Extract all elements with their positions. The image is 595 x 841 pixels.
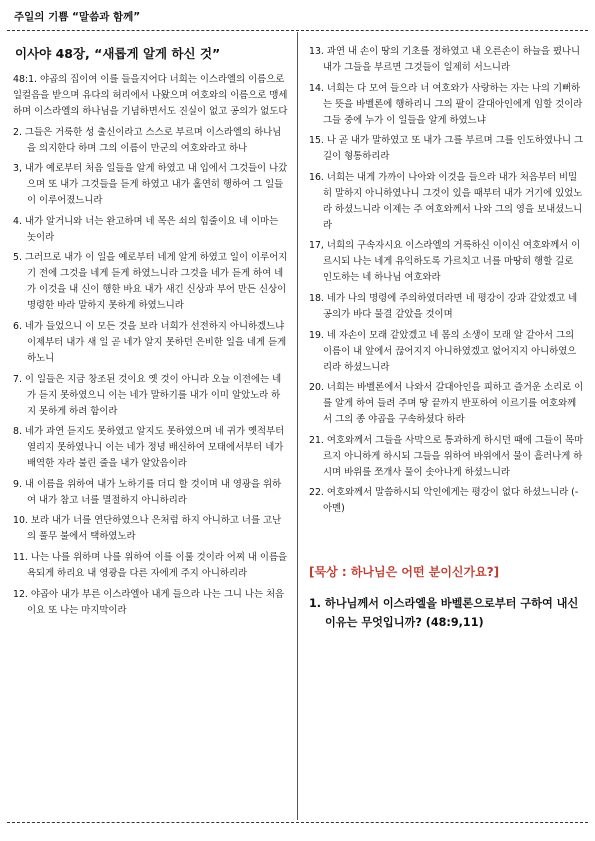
left-column <box>13 40 288 623</box>
verse: 19. 네 자손이 모래 같았겠고 네 몸의 소생이 모래 알 같아서 그의 이름이 내 앞에서 끊어지지 아니하였겠고 없어지지 아니하였으리라 하셨느니라 <box>309 329 577 373</box>
verse: 4. 내가 알거니와 너는 완고하며 네 목은 쇠의 힘줄이요 네 이마는 놋이라 <box>13 215 279 243</box>
verse: 3, 내가 예로부터 처음 일들을 알게 하였고 내 입에서 그것들이 나갔으며 또 내가 그것들을 듣게 하였고 내가 홀연히 행하여 그 일들이 이루어졌느니라 <box>13 163 288 207</box>
verse: 5. 그러므로 내가 이 일을 예로부터 네게 알게 하였고 일이 이루어지기 전에 그것을 네게 듣게 하였느니라 그것을 네가 듣게 하여 네가 이것을 내 신이 행한 바요 내가 새긴 신상과 부어 만든 신상이 명령한 바라 말하지 못하게 하였느니라 <box>13 252 288 312</box>
verse: 15. 나 곧 내가 말하였고 또 내가 그를 부르며 그를 인도하였나니 그 길이 형통하리라 <box>309 135 584 163</box>
verse: 48:1. 야곱의 집이여 이를 들을지어다 너희는 이스라엘의 이름으로 일컬음을 받으며 유다의 허리에서 나왔으며 여호와의 이름으로 맹세하며 이스라엘의 하나님을 기념하면서도 진실이 없고 공의가 없도다 <box>13 74 288 117</box>
left-verse-list <box>13 72 288 619</box>
verse: 20. 너희는 바벨론에서 나와서 갈대아인을 피하고 즐거운 소리로 이를 알게 하여 들려 주며 땅 끝까지 반포하여 이르기를 여호와께서 그의 종 야곱을 구속하셨다 하라 <box>309 382 584 426</box>
right-column <box>309 44 584 632</box>
verse: 22. 여호와께서 말씀하시되 악인에게는 평강이 없다 하셨느니라 (-아멘) <box>309 487 579 515</box>
verse: 18. 네가 나의 명령에 주의하였더라면 네 평강이 강과 같았겠고 네 공의가 바다 물결 같았을 것이며 <box>309 292 578 320</box>
verse: 10. 보라 내가 너를 연단하였으나 은처럼 하지 아니하고 너를 고난의 풀무 불에서 택하였노라 <box>13 515 282 543</box>
verse: 13. 과연 내 손이 땅의 기초를 정하였고 내 오른손이 하늘을 폈나니 내가 그들을 부르면 그것들이 일제히 서느니라 <box>309 46 581 73</box>
verse: 14. 너희는 다 모여 들으라 너 여호와가 사랑하는 자는 나의 기뻐하는 뜻을 바벨론에 행하리니 그의 팔이 갈대아인에게 임할 것이라 그들 중에 누가 이 일들을 알게 하였느냐 <box>309 82 583 126</box>
verse: 16. 너희는 내게 가까이 나아와 이것을 들으라 내가 처음부터 비밀히 말하지 아니하였나니 그것이 있을 때부터 내가 거기에 있었노라 하셨느니라 이제는 주 여호와께서 나와 그의 영을 보내셨느니라 <box>309 171 583 231</box>
verse: 8. 네가 과연 듣지도 못하였고 알지도 못하였으며 네 귀가 옛적부터 열리지 못하였나니 이는 네가 정녕 배신하여 모태에서부터 네가 배역한 자라 불린 줄을 내가 알았음이라 <box>13 426 285 470</box>
column-divider <box>297 32 298 820</box>
bottom-divider <box>7 822 588 823</box>
verse: 9. 내 이름을 위하여 내가 노하기를 더디 할 것이며 내 영광을 위하여 내가 참고 너를 멸절하지 아니하리라 <box>13 478 282 506</box>
meditation-question: 1. 하나님께서 이스라엘을 바벨론으로부터 구하여 내신 이유는 무엇입니까? (48:9,11) <box>309 597 579 630</box>
verse: 2. 그들은 거룩한 성 출신이라고 스스로 부르며 이스라엘의 하나님을 의지한다 하며 그의 이름이 만군의 여호와라고 하나 <box>13 126 282 154</box>
meditation-title: [묵상 : 하나님은 어떤 분이신가요?] <box>309 565 500 580</box>
right-verse-list <box>309 44 584 517</box>
chapter-title: 이사야 48장, “새롭게 알게 하신 것” <box>15 46 221 61</box>
page-header: 주일의 기쁨 “말씀과 함께” <box>14 11 141 23</box>
verse: 21. 여호와께서 그들을 사막으로 통과하게 하시던 때에 그들이 목마르지 아니하게 하시되 그들을 위하여 바위에서 물이 흘러나게 하시며 바위를 쪼개사 물이 솟아나게 하셨느니라 <box>309 434 584 478</box>
verse: 7. 이 일들은 지금 창조된 것이요 옛 것이 아니라 오늘 이전에는 네가 듣지 못하였으니 이는 네가 말하기를 내가 이미 알았노라 하지 못하게 하려 함이라 <box>13 373 282 417</box>
verse: 11. 나는 나를 위하며 나를 위하여 이를 이룰 것이라 어찌 내 이름을 욕되게 하리요 내 영광을 다른 자에게 주지 아니하리라 <box>13 551 288 579</box>
top-divider <box>7 30 588 31</box>
verse: 17, 너희의 구속자시요 이스라엘의 거룩하신 이이신 여호와께서 이르시되 나는 네게 유익하도록 가르치고 너를 마땅히 행할 길로 인도하는 네 하나님 여호와라 <box>309 240 581 284</box>
verse: 12. 야곱아 내가 부른 이스라엘아 내게 들으라 나는 그니 나는 처음이요 또 나는 마지막이라 <box>13 588 285 616</box>
verse: 6. 네가 들었으니 이 모든 것을 보라 너희가 선전하지 아니하겠느냐 이제부터 내가 새 일 곧 네가 알지 못하던 은비한 일을 네게 듣게 하노니 <box>13 320 287 364</box>
